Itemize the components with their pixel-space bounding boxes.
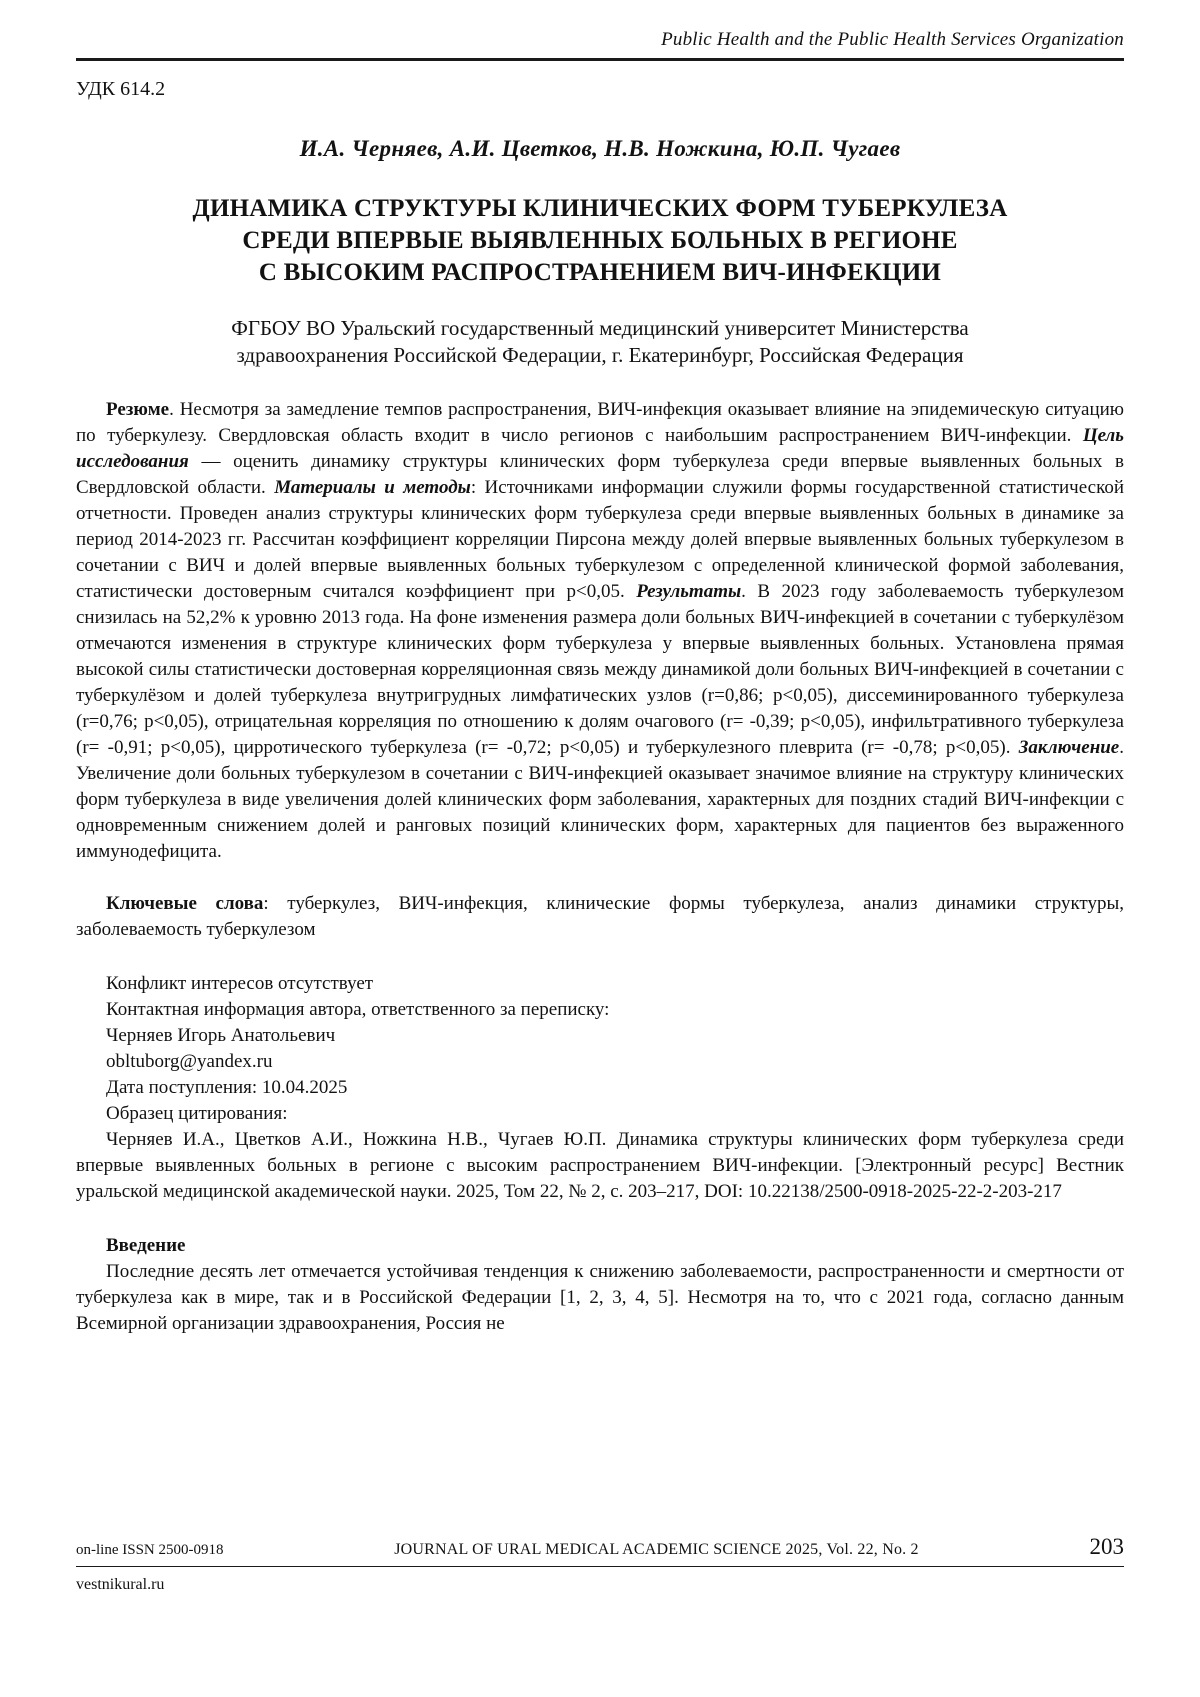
abstract-label: Резюме — [106, 399, 170, 420]
article-title-line: С ВЫСОКИМ РАСПРОСТРАНЕНИЕМ ВИЧ-ИНФЕКЦИИ — [258, 259, 942, 286]
abstract-text: . В 2023 году заболеваемость туберкулезом снизилась на 52,2% к уровню 2013 года. На фоне изменения размера доли больных ВИЧ-инфекцией в сочетании с туберкулёзом отмечаются изменения в структуре клинических форм туберкулеза у впервые выявленных больных. Установлена прямая высокой силы статистически достоверная корреляционная связь между динамикой доли больных ВИЧ-инфекцией в сочетании с туберкулёзом и долей туберкулеза внутригрудных лимфатических узлов (r=0,86; p<0,05), диссеминированного туберкулеза (r=0,76; p<0,05), отрицательная корреляция по отношению к долям очагового (r= -0,39; p<0,05), инфильтративного туберкулеза (r= -0,91; p<0,05), цирротического туберкулеза (r= -0,72; p<0,05) и туберкулезного плеврита (r= -0,78; p<0,05). — [76, 581, 1124, 758]
affiliation — [76, 315, 1124, 369]
keywords-label: Ключевые слова — [106, 893, 264, 914]
conflict-of-interest-line: Конфликт интересов отсутствует — [106, 973, 374, 994]
received-date-line: Дата поступления: 10.04.2025 — [106, 1077, 348, 1098]
udc-code: УДК 614.2 — [76, 78, 166, 100]
footer-row — [76, 1534, 1124, 1560]
footer-rule — [76, 1566, 1124, 1567]
affiliation-line: ФГБОУ ВО Уральский государственный медицинский университет Министерства — [231, 316, 969, 340]
abstract-text: . Увеличение доли больных туберкулезом в сочетании с ВИЧ-инфекцией оказывает значимое влияние на структуру клинических форм туберкулеза в виде увеличения долей клинических форм заболевания, характерных для поздних стадий ВИЧ-инфекции с одновременным снижением долей и ранговых позиций клинических форм, характерных для пациентов без выраженного иммунодефицита. — [76, 737, 1124, 862]
abstract-paragraph — [76, 397, 1124, 865]
header-rule — [76, 58, 1124, 61]
page-footer — [76, 1534, 1124, 1594]
affiliation-line: здравоохранения Российской Федерации, г. Екатеринбург, Российская Федерация — [236, 343, 964, 367]
abstract-conclusion-label: Заключение — [1018, 737, 1120, 758]
keywords-paragraph — [76, 891, 1124, 943]
citation-sample-label: Образец цитирования: — [106, 1103, 288, 1124]
article-meta — [76, 971, 1124, 1127]
article-title — [76, 193, 1124, 289]
abstract-methods-label: Материалы и методы — [274, 477, 471, 498]
issn-label: on-line ISSN 2500-0918 — [76, 1542, 224, 1558]
running-head: Public Health and the Public Health Services Organization — [661, 29, 1124, 50]
keywords-text: : туберкулез, ВИЧ-инфекция, клинические формы туберкулеза, анализ динамики структуры, заболеваемость туберкулезом — [76, 893, 1124, 940]
corresponding-author-email: obltuborg@yandex.ru — [106, 1051, 273, 1072]
introduction-heading: Введение — [106, 1235, 186, 1256]
journal-title-line: JOURNAL OF URAL MEDICAL ACADEMIC SCIENCE 2025, Vol. 22, No. 2 — [394, 1541, 919, 1558]
abstract-goal-label: Цель исследования — [76, 425, 1124, 472]
authors-line: И.А. Черняев, А.И. Цветков, Н.В. Ножкина, Ю.П. Чугаев — [299, 136, 901, 161]
article-title-line: СРЕДИ ВПЕРВЫЕ ВЫЯВЛЕННЫХ БОЛЬНЫХ В РЕГИОНЕ — [242, 227, 958, 254]
introduction-paragraph: Последние десять лет отмечается устойчивая тенденция к снижению заболеваемости, распространенности и смертности от туберкулеза как в мире, так и в Российской Федерации [1, 2, 3, 4, 5]. Несмотря на то, что с 2021 года, согласно данным Всемирной организации здравоохранения, Россия не — [76, 1261, 1124, 1334]
abstract-results-label: Результаты — [636, 581, 742, 602]
article-title-line: ДИНАМИКА СТРУКТУРЫ КЛИНИЧЕСКИХ ФОРМ ТУБЕРКУЛЕЗА — [192, 195, 1008, 222]
contact-info-line: Контактная информация автора, ответственного за переписку: — [106, 999, 610, 1020]
abstract-text: . Несмотря за замедление темпов распространения, ВИЧ-инфекция оказывает влияние на эпидемическую ситуацию по туберкулезу. Свердловская область входит в число регионов с наибольшим распространением ВИЧ-инфекции. — [76, 399, 1124, 446]
corresponding-author-name: Черняев Игорь Анатольевич — [106, 1025, 336, 1046]
abstract-text: : Источниками информации служили формы государственной статистической отчетности. Проведен анализ структуры клинических форм туберкулеза среди впервые выявленных больных в динамике за период 2014-2023 гг. Рассчитан коэффициент корреляции Пирсона между долей впервые выявленных больных туберкулезом в сочетании с ВИЧ и долей впервые выявленных больных туберкулезом с определенной клинической формой заболевания, статистически достоверным считался коэффициент при p<0,05. — [76, 477, 1124, 602]
abstract-text: — оценить динамику структуры клинических форм туберкулеза среди впервые выявленных больных в Свердловской области. — [76, 451, 1124, 498]
citation-paragraph: Черняев И.А., Цветков А.И., Ножкина Н.В., Чугаев Ю.П. Динамика структуры клинических форм туберкулеза среди впервые выявленных больных в регионе с высоким распространением ВИЧ-инфекции. [Электронный ресурс] Вестник уральской медицинской академической науки. 2025, Том 22, № 2, с. 203–217, DOI: 10.22138/2500-0918-2025-22-2-203-217 — [76, 1129, 1124, 1202]
journal-site-url: vestnikural.ru — [76, 1576, 165, 1593]
page-number: 203 — [1089, 1534, 1124, 1559]
